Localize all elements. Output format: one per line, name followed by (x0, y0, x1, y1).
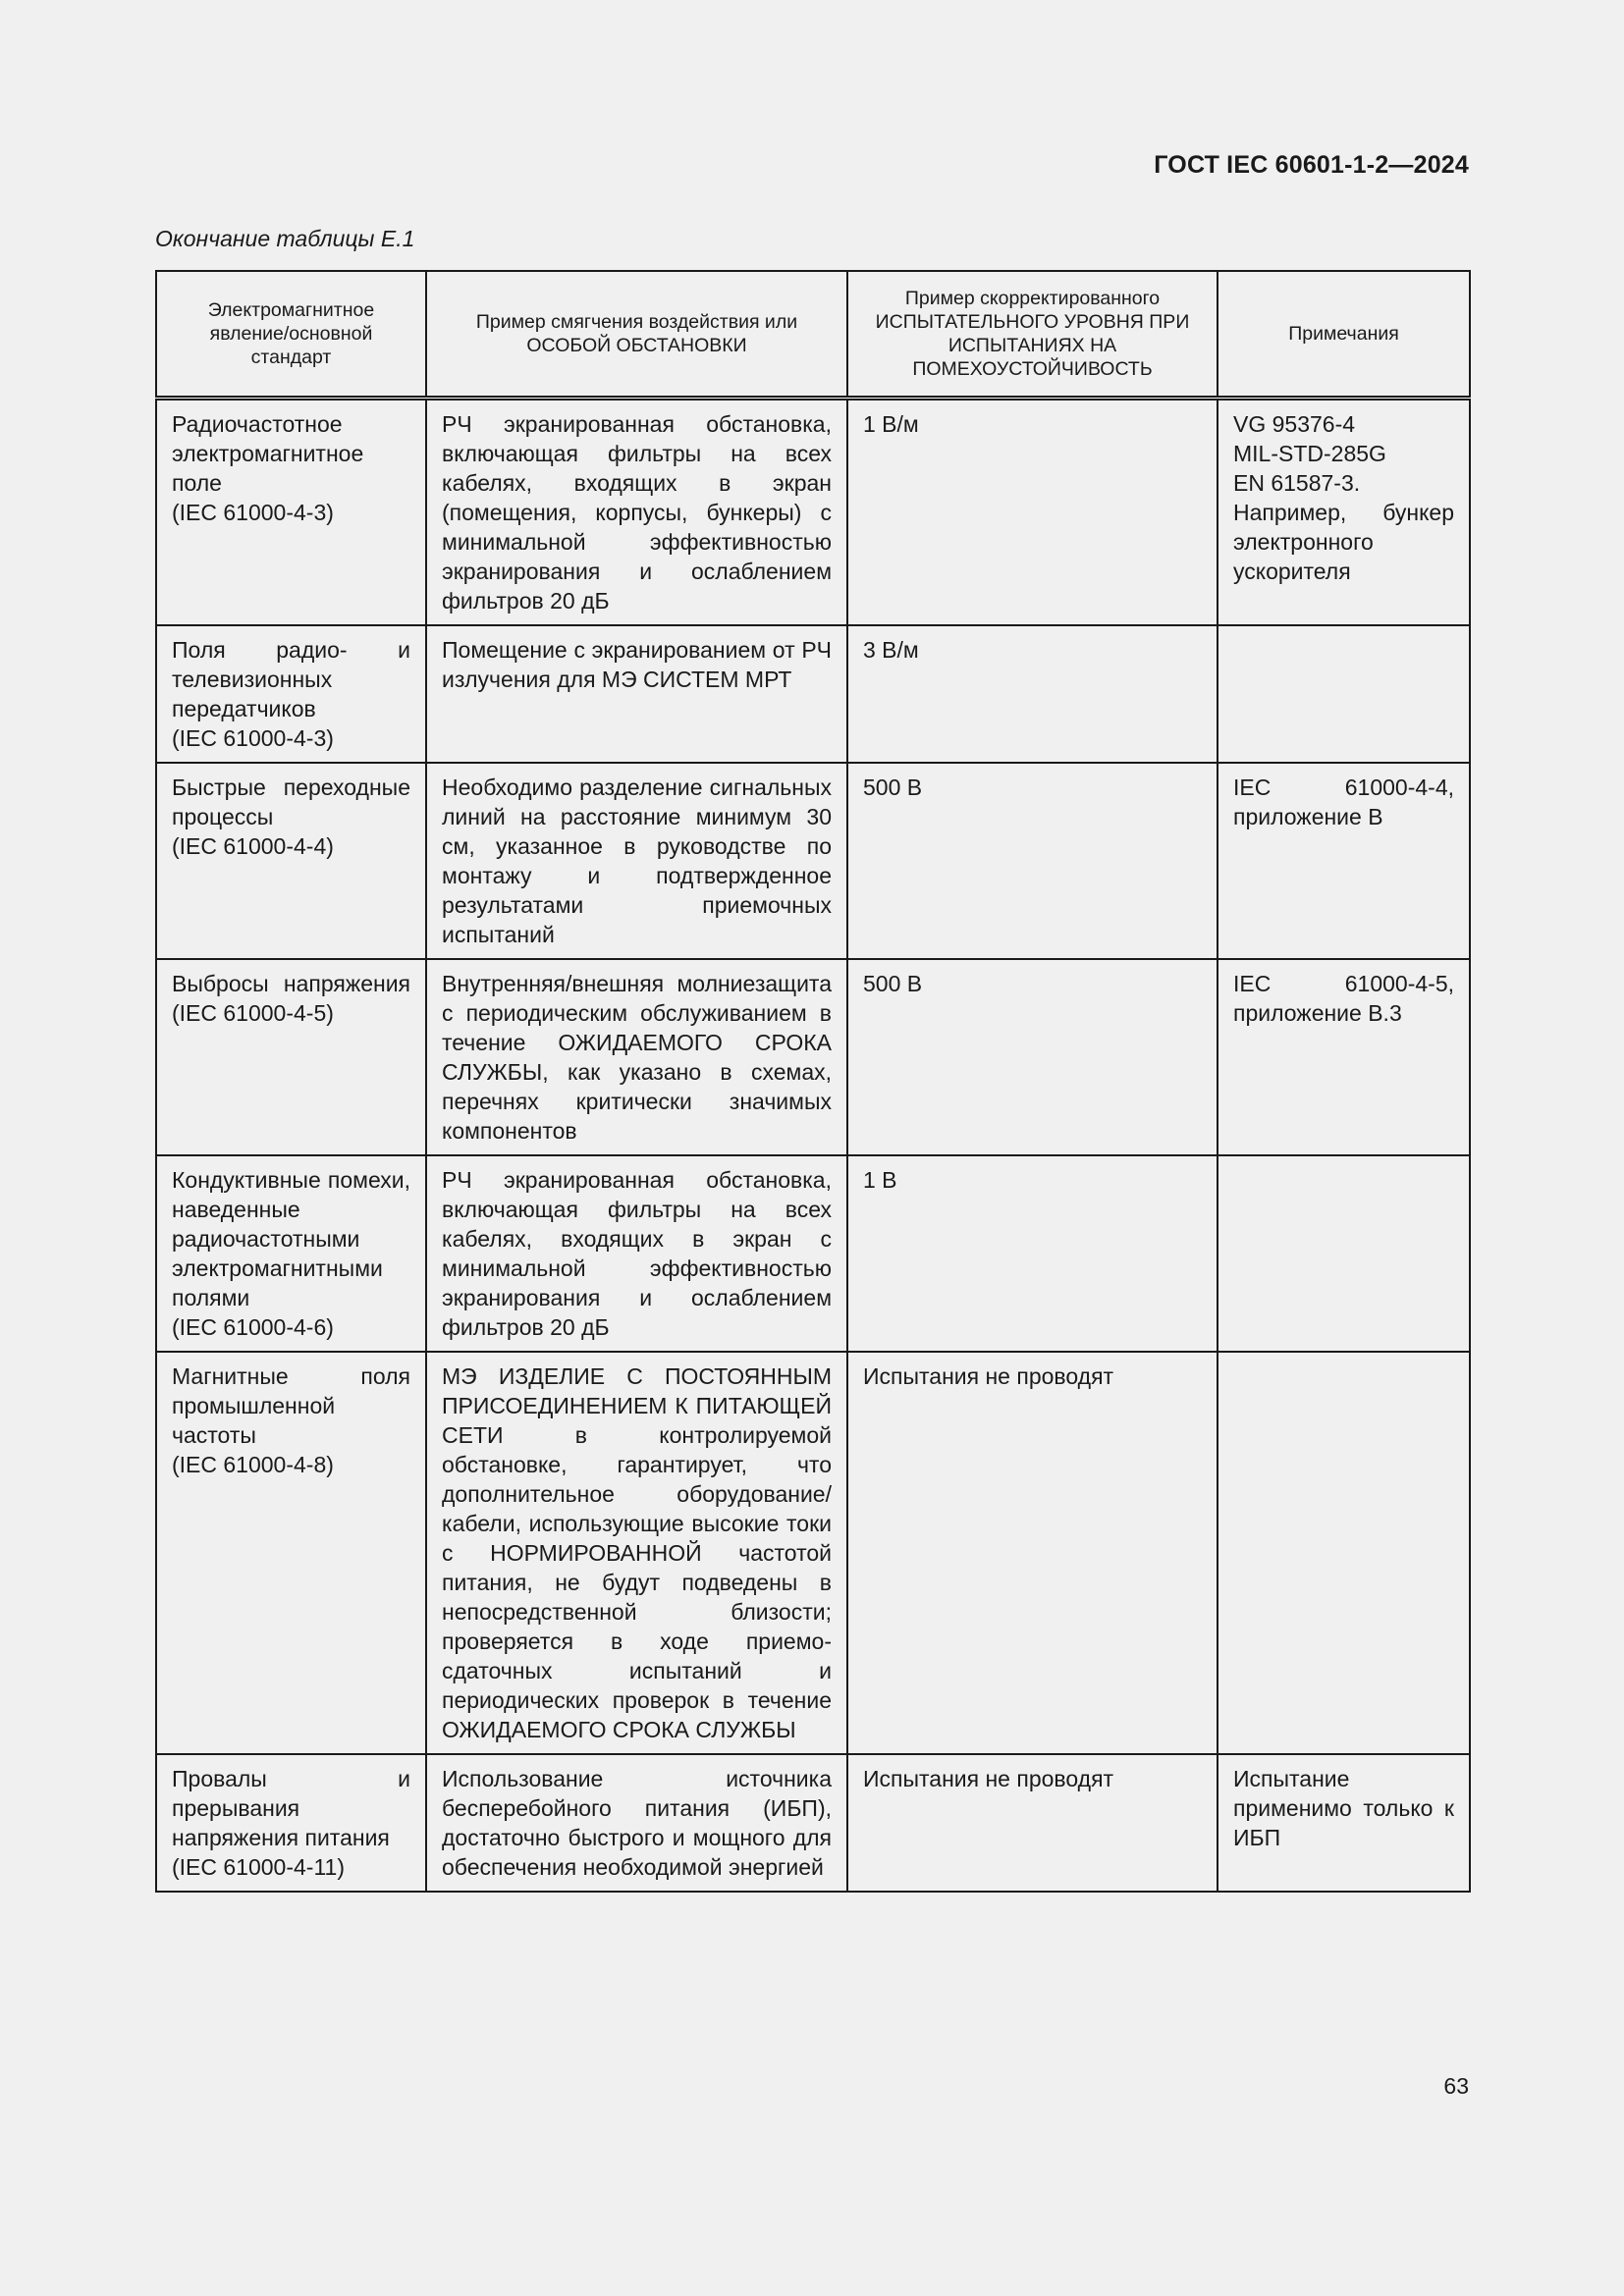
cell-mitigation: Использование источника бесперебойного питания (ИБП), достаточно быстрого и мощного для обеспечения необходимой энергией (426, 1754, 847, 1892)
standard-designation: ГОСТ IEC 60601-1-2—2024 (1154, 151, 1469, 179)
column-header-phenomenon: Электромагнитное явление/основной стандарт (156, 271, 426, 399)
column-header-mitigation: Пример смягчения воздействия или ОСОБОЙ ОБСТАНОВКИ (426, 271, 847, 399)
table-row (156, 399, 1470, 626)
table-row (156, 1754, 1470, 1892)
page-number: 63 (1443, 2073, 1469, 2099)
table-row (156, 763, 1470, 959)
cell-notes: Испытание применимо только к ИБП (1218, 1754, 1470, 1892)
cell-test-level: Испытания не проводят (847, 1754, 1218, 1892)
cell-test-level: 1 В (847, 1155, 1218, 1352)
cell-notes (1218, 1352, 1470, 1754)
cell-notes: IEC 61000-4-4, приложение B (1218, 763, 1470, 959)
cell-mitigation: РЧ экранированная обстановка, включающая фильтры на всех кабелях, входящих в экран с минимальной эффективностью экранирования и ослаблением фильтров 20 дБ (426, 1155, 847, 1352)
table-row (156, 959, 1470, 1155)
cell-mitigation: МЭ ИЗДЕЛИЕ С ПОСТОЯННЫМ ПРИСОЕДИНЕНИЕМ К ПИТАЮЩЕЙ СЕТИ в контролируемой обстановке, гарантирует, что дополнительное оборудование/кабели, использующие высокие токи с НОРМИРОВАННОЙ частотой питания, не будут подведены в непосредственной близости; проверяется в ходе приемо-сдаточных испытаний и периодических проверок в течение ОЖИДАЕМОГО СРОКА СЛУЖБЫ (426, 1352, 847, 1754)
cell-phenomenon: Выбросы напряжения (IEC 61000-4-5) (156, 959, 426, 1155)
cell-notes (1218, 1155, 1470, 1352)
cell-phenomenon: Кондуктивные помехи, наведенные радиочастотными электромагнитными полями (IEC 61000-4-6) (156, 1155, 426, 1352)
cell-test-level: 500 В (847, 763, 1218, 959)
column-header-test-level: Пример скорректированного ИСПЫТАТЕЛЬНОГО УРОВНЯ ПРИ ИСПЫТАНИЯХ НА ПОМЕХОУСТОЙЧИВОСТЬ (847, 271, 1218, 399)
table-header-row (156, 271, 1470, 399)
emc-mitigation-table (155, 270, 1471, 1893)
table-row (156, 625, 1470, 763)
cell-test-level: 3 В/м (847, 625, 1218, 763)
cell-mitigation: Внутренняя/внешняя молниезащита с периодическим обслуживанием в течение ОЖИДАЕМОГО СРОКА СЛУЖБЫ, как указано в схемах, перечнях критически значимых компонентов (426, 959, 847, 1155)
cell-phenomenon: Провалы и прерывания напряжения питания (IEC 61000-4-11) (156, 1754, 426, 1892)
column-header-notes: Примечания (1218, 271, 1470, 399)
cell-phenomenon: Поля радио- и телевизионных передатчиков (IEC 61000-4-3) (156, 625, 426, 763)
cell-phenomenon: Быстрые переходные процессы (IEC 61000-4-4) (156, 763, 426, 959)
cell-test-level: Испытания не проводят (847, 1352, 1218, 1754)
table-row (156, 1352, 1470, 1754)
cell-notes: VG 95376-4 MIL-STD-285G EN 61587-3. Например, бункер электронного ускорителя (1218, 399, 1470, 626)
cell-mitigation: Помещение с экранированием от РЧ излучения для МЭ СИСТЕМ МРТ (426, 625, 847, 763)
table-caption: Окончание таблицы Е.1 (155, 226, 415, 251)
table-row (156, 1155, 1470, 1352)
cell-test-level: 500 В (847, 959, 1218, 1155)
cell-phenomenon: Радиочастотное электромагнитное поле (IEC 61000-4-3) (156, 399, 426, 626)
cell-notes: IEC 61000-4-5, приложение B.3 (1218, 959, 1470, 1155)
cell-mitigation: Необходимо разделение сигнальных линий на расстояние минимум 30 см, указанное в руководстве по монтажу и подтвержденное результатами приемочных испытаний (426, 763, 847, 959)
cell-phenomenon: Магнитные поля промышленной частоты (IEC 61000-4-8) (156, 1352, 426, 1754)
cell-notes (1218, 625, 1470, 763)
cell-test-level: 1 В/м (847, 399, 1218, 626)
cell-mitigation: РЧ экранированная обстановка, включающая фильтры на всех кабелях, входящих в экран (помещения, корпусы, бункеры) с минимальной эффективностью экранирования и ослаблением фильтров 20 дБ (426, 399, 847, 626)
